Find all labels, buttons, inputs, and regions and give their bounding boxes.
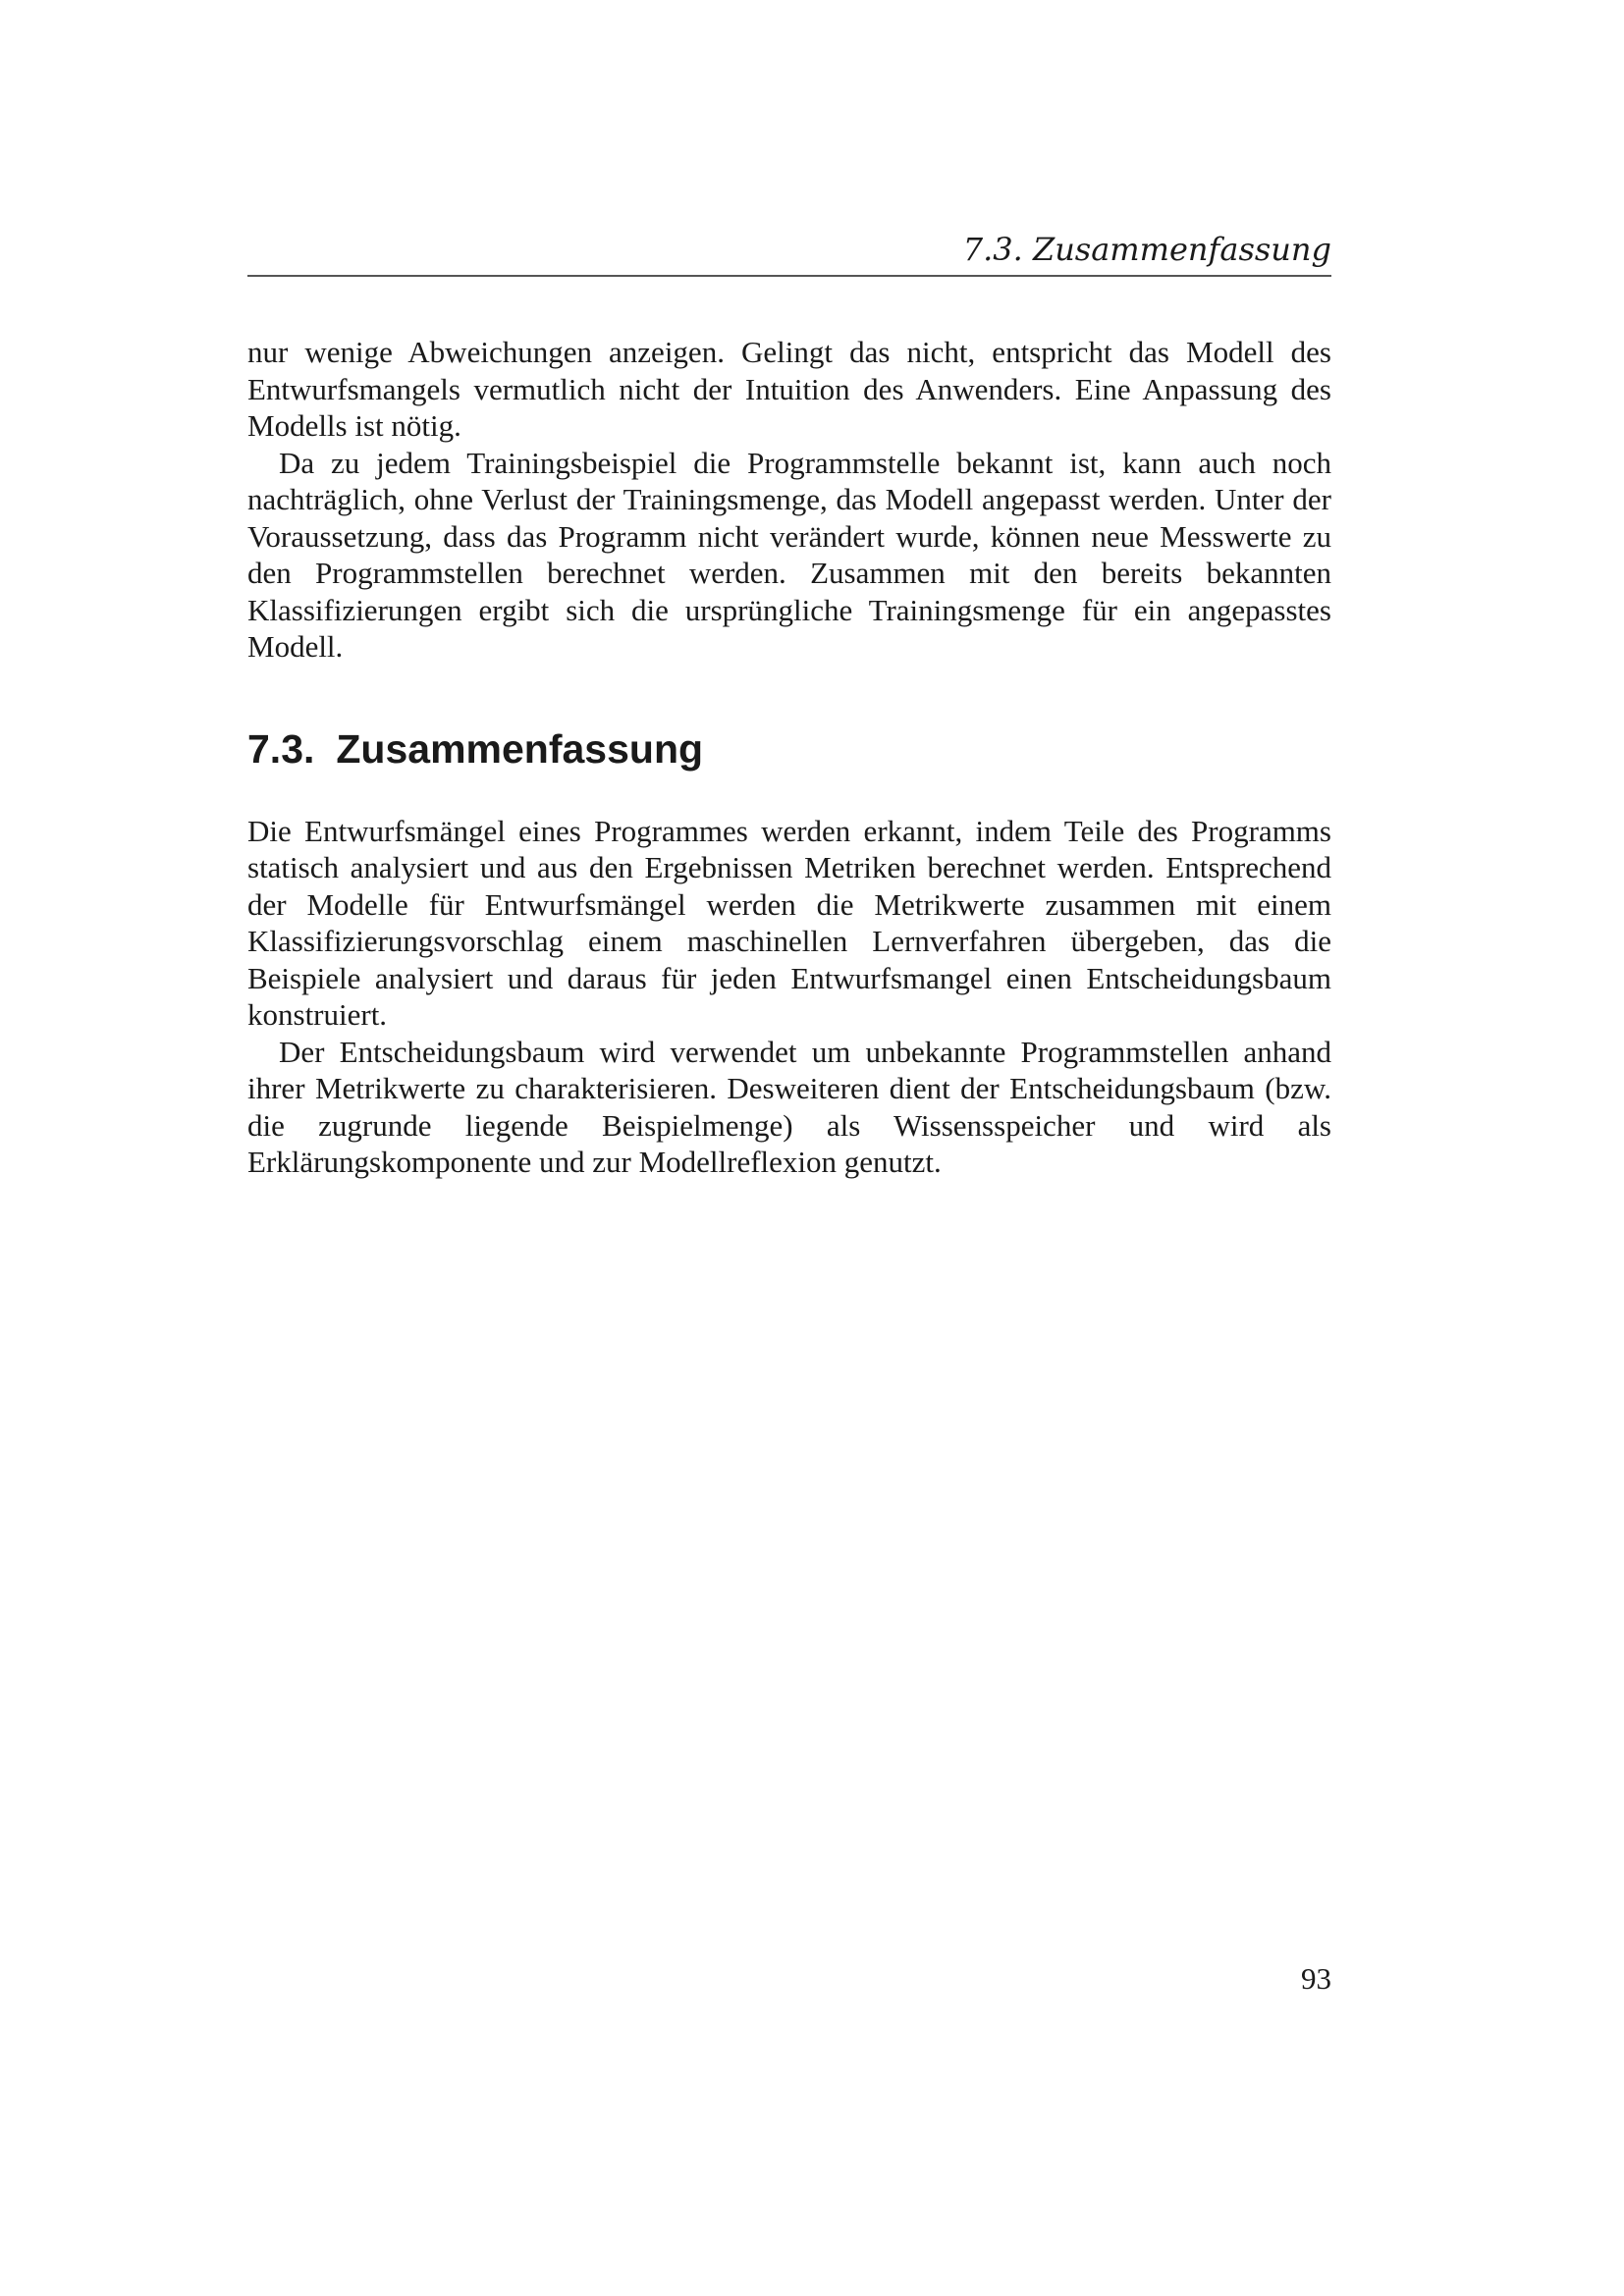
paragraph-summary-2: Der Entscheidungsbaum wird verwendet um unbekannte Programmstellen anhand ihrer Metrikwerte zu charakterisieren. Desweiteren dient der Entscheidungsbaum (bzw. die zugrunde liegende Beispielmenge) als Wissensspeicher und wird als Erklärungskomponente und zur Modellreflexion genutzt. (247, 1034, 1331, 1179)
paragraph-summary-1: Die Entwurfsmängel eines Programmes werden erkannt, indem Teile des Programms statisch analysiert und aus den Ergebnissen Metriken berechnet werden. Entsprechend der Modelle für Entwurfsmängel werden die Metrikwerte zusammen mit einem Klassifizierungsvorschlag einem maschinellen Lernverfahren übergeben, das die Beispiele analysiert und daraus für jeden Entwurfsmangel einen Entscheidungsbaum konstruiert. (247, 813, 1331, 1032)
paragraph-continued: nur wenige Abweichungen anzeigen. Gelingt das nicht, entspricht das Modell des Entwurfsmangels vermutlich nicht der Intuition des Anwenders. Eine Anpassung des Modells ist nötig. (247, 335, 1331, 443)
running-header (247, 228, 1331, 277)
page-body (247, 334, 1331, 1181)
paragraph-model-adjustment: Da zu jedem Trainingsbeispiel die Programmstelle bekannt ist, kann auch noch nachträglich, ohne Verlust der Trainingsmenge, das Modell angepasst werden. Unter der Voraussetzung, dass das Programm nicht verändert wurde, können neue Messwerte zu den Programmstellen berechnet werden. Zusammen mit den bereits bekannten Klassifizierungen ergibt sich die ursprüngliche Trainingsmenge für ein angepasstes Modell. (247, 445, 1331, 664)
running-header-title: 7.3. Zusammenfassung (962, 231, 1331, 268)
section-heading (247, 724, 1331, 774)
page-number: 93 (1301, 1961, 1331, 1996)
section-number: 7.3. (247, 725, 315, 772)
section-title: Zusammenfassung (336, 725, 704, 772)
